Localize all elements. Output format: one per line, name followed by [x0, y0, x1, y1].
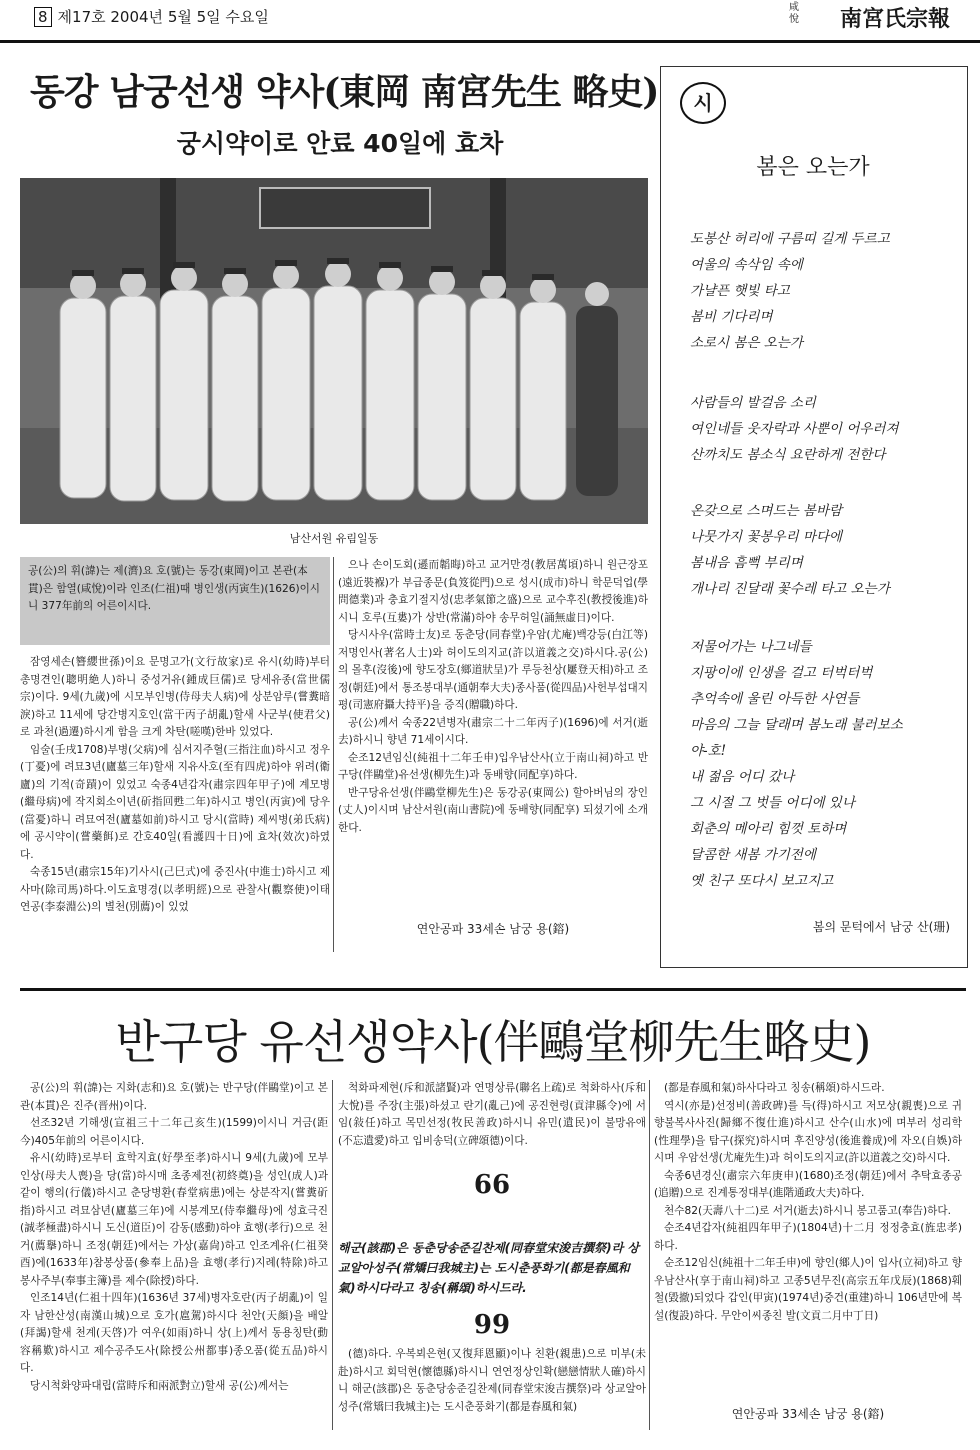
masthead-title: 南宮氏宗報 [839, 6, 950, 32]
poem-line: 개나리 진달래 꽃수레 타고 오는가 [690, 581, 890, 597]
article2-column-1 [20, 1080, 328, 1410]
poem-line: 나뭇가지 꽃봉우리 마다에 [690, 529, 843, 545]
poem-line: 야-호! [690, 743, 727, 759]
poem-line: 그 시절 그 벗들 어디에 있나 [690, 795, 855, 811]
poem-line: 온갖으로 스며드는 봄바람 [690, 503, 843, 519]
poem-signature: 봄의 문턱에서 남궁 산(珊) [812, 920, 950, 934]
paragraph: 척화파제현(斥和派諸賢)과 연명상류(聯名上疏)로 척화하사(斥和大悅)를 주장(主張)하셨고 란기(亂己)에 공진현령(貢津縣令)에 서임(敍任)하고 목민선정(牧民善政)하시니 유민(遺民)이 불망유애(不忘遺愛)하고 입비송덕(立碑頌德)이다. [338, 1082, 646, 1147]
quote-close-mark: 99 [473, 1310, 511, 1340]
masthead-small-mark: 咸悅 [789, 2, 799, 25]
paragraph: 으나 손이도회(遜而韜晦)하고 교거만경(教居萬頃)하니 원근장포(遠近裝褓)가 부급종문(負笈從門)으로 성시(成市)하니 학문덕업(學問德業)과 충효기절지성(忠孝氣節之盛)으로 교수후진(教授後進)하시니 호루(互婁)가 상반(常滿)하야 송무허일(誦無虛日)이다. [338, 559, 648, 624]
poem-line: 달콤한 새봄 가기전에 [690, 847, 816, 863]
paragraph: 역시(亦是)선정비(善政碑)를 득(得)하시고 저모상(親喪)으로 귀향불복사사진(歸鄉不復仕進)하시고 산수(山水)에 며부러 성리학(性理學)을 탐구(探究)하시며 후진양성(後進養成)에 자오(自娛)하시며 우암선생(尤庵先生)과 허이도의지교(許以道義之交)하시다. [654, 1099, 962, 1164]
poem-line: 소로시 봄은 오는가 [690, 335, 803, 351]
poem-line: 사람들의 발걸음 소리 [690, 395, 816, 411]
column-divider [332, 1080, 333, 1430]
poem-line: 저물어가는 나그네들 [690, 639, 812, 655]
poem-line: 봄내음 흠뻑 부리며 [690, 555, 803, 571]
article1-title: 동강 남궁선생 약사(東岡 南宮先生 略史) [30, 71, 659, 113]
poem-line: 추억속에 울린 아득한 사연들 [690, 691, 860, 707]
poem-stanza [690, 226, 960, 356]
poem-line: 내 젊음 어디 갔나 [690, 769, 795, 785]
paragraph: 숙종15년(肅宗15年)기사시(己巳式)에 중진사(中進士)하시고 제사마(除司馬)하다.이도효명경(以孝明經)으로 관찰사(觀察使)이태연공(李泰淵公)의 별천(別薦)이 있었 [20, 866, 330, 913]
poem-stanza [690, 634, 960, 894]
poem-line: 봄비 기다리며 [690, 309, 773, 325]
pull-quote: 해군(該郡)은 동춘당송준길찬제(同春堂宋浚吉撰祭)라 상교알아성주(常矯曰我城主)는 도시춘풍화기(都是春風和氣)하시다라고 칭송(稱頌)하시드라. [338, 1241, 639, 1295]
article1-column-b [338, 557, 648, 893]
paragraph: 숙종6년경신(肅宗六年庚申)(1680)조정(朝廷)에서 추탁효종공(追贈)으로 진계통정대부(進階通政大夫)하다. [654, 1169, 962, 1199]
article2-signature: 연안공파 33세손 남궁 용(鎔) [731, 1407, 885, 1421]
paragraph: 반구당유선생(伴鷗堂柳先生)은 동강공(東岡公) 할아버님의 장인(丈人)이시며 남산서원(南山書院)에 동배향(同配享) 되셨기에 소개한다. [338, 786, 648, 834]
paragraph: 공(公)의 휘(諱)는 지화(志和)요 호(號)는 반구당(伴鷗堂)이고 본관(本貫)은 진주(晋州)이다. [20, 1082, 328, 1112]
paragraph: 당시척화양파대립(當時斥和兩派對立)할새 공(公)께서는 [30, 1379, 289, 1392]
article1-subtitle: 궁시약이로 안료 40일에 효차 [176, 129, 504, 158]
photo-caption: 남산서원 유림일동 [289, 532, 379, 545]
paragraph: 순조4년갑자(純祖四年甲子)(1804년)十二月 정정충효(旌忠孝)하다. [654, 1222, 962, 1252]
poem-stanza [690, 390, 960, 468]
group-photo [20, 178, 648, 524]
paragraph: 잠영세손(簪纓世孫)이요 문명고가(文行故家)로 유시(幼時)부터 총명견인(聰明絶人)하니 중성거유(鍾成巨儒)로 당세유종(當世儒宗)이다. 9세(九歲)에 시모부인병(侍母夫人病)에 상분암루(嘗糞暗淚)하고 11세에 당간병지호인(當干丙子胡亂)할새 사군부(使君父)로 과천(過遷)하시게 함을 크게 차탄(嗟嘆)한바 있었다. [20, 656, 330, 738]
poem-line: 여인네들 웃자락과 사뿐이 어우러져 [690, 421, 899, 437]
article2-column-2-top [338, 1080, 646, 1168]
article1-intro-box [20, 557, 330, 645]
issue-date: 제17호 2004년 5월 5일 수요일 [57, 8, 269, 26]
poem-line: 도봉산 허리에 구름띠 길게 두르고 [690, 231, 890, 247]
column-divider [333, 557, 334, 952]
paragraph: 천수82(天壽八十二)로 서거(逝去)하시니 봉고품고(奉告)하다. [664, 1204, 951, 1217]
article1-signature: 연안공파 33세손 남궁 용(鎔) [416, 922, 570, 936]
column-divider [649, 1080, 650, 1430]
poem-badge: 시 [680, 82, 726, 124]
paragraph: (德)하다. 우복뵈은현(又復拜恩顯)이나 친환(親患)으로 미부(未赴)하시고 회덕현(懷德縣)하시니 연연정상인확(戀戀情狀人確)하시니 해군(該郡)은 동춘당송준길찬제(同春堂宋浚吉撰祭)라 상교알아성주(常矯曰我城主)는 도시춘풍화기(都是春風和氣) [338, 1348, 646, 1413]
article2-title: 반구당 유선생약사(伴鷗堂柳先生略史) [115, 1015, 871, 1069]
poem-stanza [690, 498, 960, 602]
article2-column-3 [654, 1080, 962, 1398]
paragraph: 당시사우(當時士友)로 동춘당(同春堂)우암(尤庵)백강등(白江等)저명인사(著名人士)와 허이도의지교(許以道義之交)하시다.공(公)의 몰후(沒後)에 향도장호(鄉道狀呈)가 루등천상(屢登天相)하고 조정(朝廷)에서 통조봉대부(通朝奉大夫)종사품(從四品)사헌부섭대지평(司憲府攝大持平)을 증직(贈職)하다. [338, 629, 648, 711]
poem-line: 산까치도 봄소식 요란하게 전한다 [690, 447, 886, 463]
page-number: 8 [34, 7, 52, 27]
paragraph: 임술(壬戌1708)부병(父病)에 심서지주혈(三指注血)하시고 정우(丁憂)에 려묘3년(廬墓三年)할새 지유사호(至有四虎)하야 위려(衛廬)의 기적(奇蹟)이 있었고 숙종4년갑자(肅宗四年甲子)에 계모병(繼母病)에 작지회소이년(斫指回甦二年)하시고 병인(丙寅)에 당우(當憂)하니 려묘여전(廬墓如前)하시고 당시(當時) 제씨병(弟氏病)에 공시약이(嘗藥餌)로 간호40일(看護四十日)에 효차(效次)하였다. [20, 743, 330, 861]
poem-line: 지팡이에 인생을 걸고 터벅터벅 [690, 665, 873, 681]
paragraph: 선조32년 기해생(宣祖三十二年己亥生)(1599)이시니 거금(距今)405年前의 어른이시다. [20, 1117, 328, 1147]
paragraph: 순조12임신(純祖十二年壬申)에 향인(鄉人)이 입사(立祠)하고 향우남산사(享于南山祠)하고 고종5년무진(高宗五年戊辰)(1868)훼철(毀撤)되었다 갑인(甲寅)(1974년)중건(重建)하니 106년만에 복설(復設)하다. 무안이씨종친 발(文貢二月中丁日) [654, 1257, 962, 1322]
quote-open-mark: 66 [473, 1170, 511, 1200]
poem-line: 여울의 속삭임 속에 [690, 257, 803, 273]
issue-info [34, 6, 269, 27]
paragraph: 순조12년임신(純祖十二年壬申)입우남산사(立于南山祠)하고 반구당(伴鷗堂)유선생(柳先生)과 동배향(同配享)하다. [338, 751, 648, 781]
poem-line: 옛 친구 또다시 보고지고 [690, 873, 834, 889]
poem-line: 회춘의 메아리 힘껏 토하며 [690, 821, 847, 837]
paragraph: 유시(幼時)로부터 효학지효(好學至孝)하시니 9세(九歲)에 모부인상(母夫人喪)을 당(當)하시매 초종제전(初終奠)을 성인(成人)과 같이 행의(行儀)하시고 춘당병환(春堂病患)에는 상분작지(嘗糞斫指)하시고 려묘삼년(廬墓三年)에 시봉계모(侍奉繼母)에 성효극진(誠孝極盡)하시니 도신(道臣)이 감동(感動)하야 효행(孝行)으로 천거(薦擧)하니 조정(朝廷)에서는 가상(嘉尙)하고 인조계유(仁祖癸酉)에(1633年)참봉상품(參奉上品)을 효행(孝行)지례(特除)하고 봉사주부(奉事主簿)를 제수(除授)하다. [20, 1152, 328, 1287]
paragraph: (都是春風和氣)하사다라고 칭송(稱頌)하시드라. [664, 1082, 885, 1094]
article2-column-2-bottom [338, 1346, 646, 1436]
poem-title: 봄은 오는가 [756, 155, 870, 180]
section-divider [20, 988, 966, 991]
article1-intro: 공(公)의 휘(諱)는 제(濟)요 호(號)는 동강(東岡)이고 본관(本貫)은 함열(咸悅)이라 인조(仁祖)때 병인생(丙寅生)(1626)이시니 377年前의 어른이시다. [28, 565, 321, 612]
poem-line: 마음의 그늘 달래며 봄노래 불러보소 [690, 717, 903, 733]
poem-line: 가냘픈 햇빛 타고 [690, 283, 790, 299]
group-photo-illustration [20, 178, 648, 524]
paragraph: 공(公)께서 숙종22년병자(肅宗二十二年丙子)(1696)에 서거(逝去)하시니 향년 71세이시다. [338, 716, 648, 746]
paragraph: 인조14년(仁祖十四年)(1636년 37세)병자호란(丙子胡亂)이 일자 남한산성(南漢山城)으로 호가(扈駕)하시다 천안(天顔)을 배알(拜謁)할새 천계(天啓)가 여우(如雨)하니 상(上)께서 동용칭탄(動容稱歎)하시고 제수공주도사(除授公州都事)종오품(從五品)하시다. [20, 1292, 328, 1374]
article1-column-a [20, 654, 330, 954]
